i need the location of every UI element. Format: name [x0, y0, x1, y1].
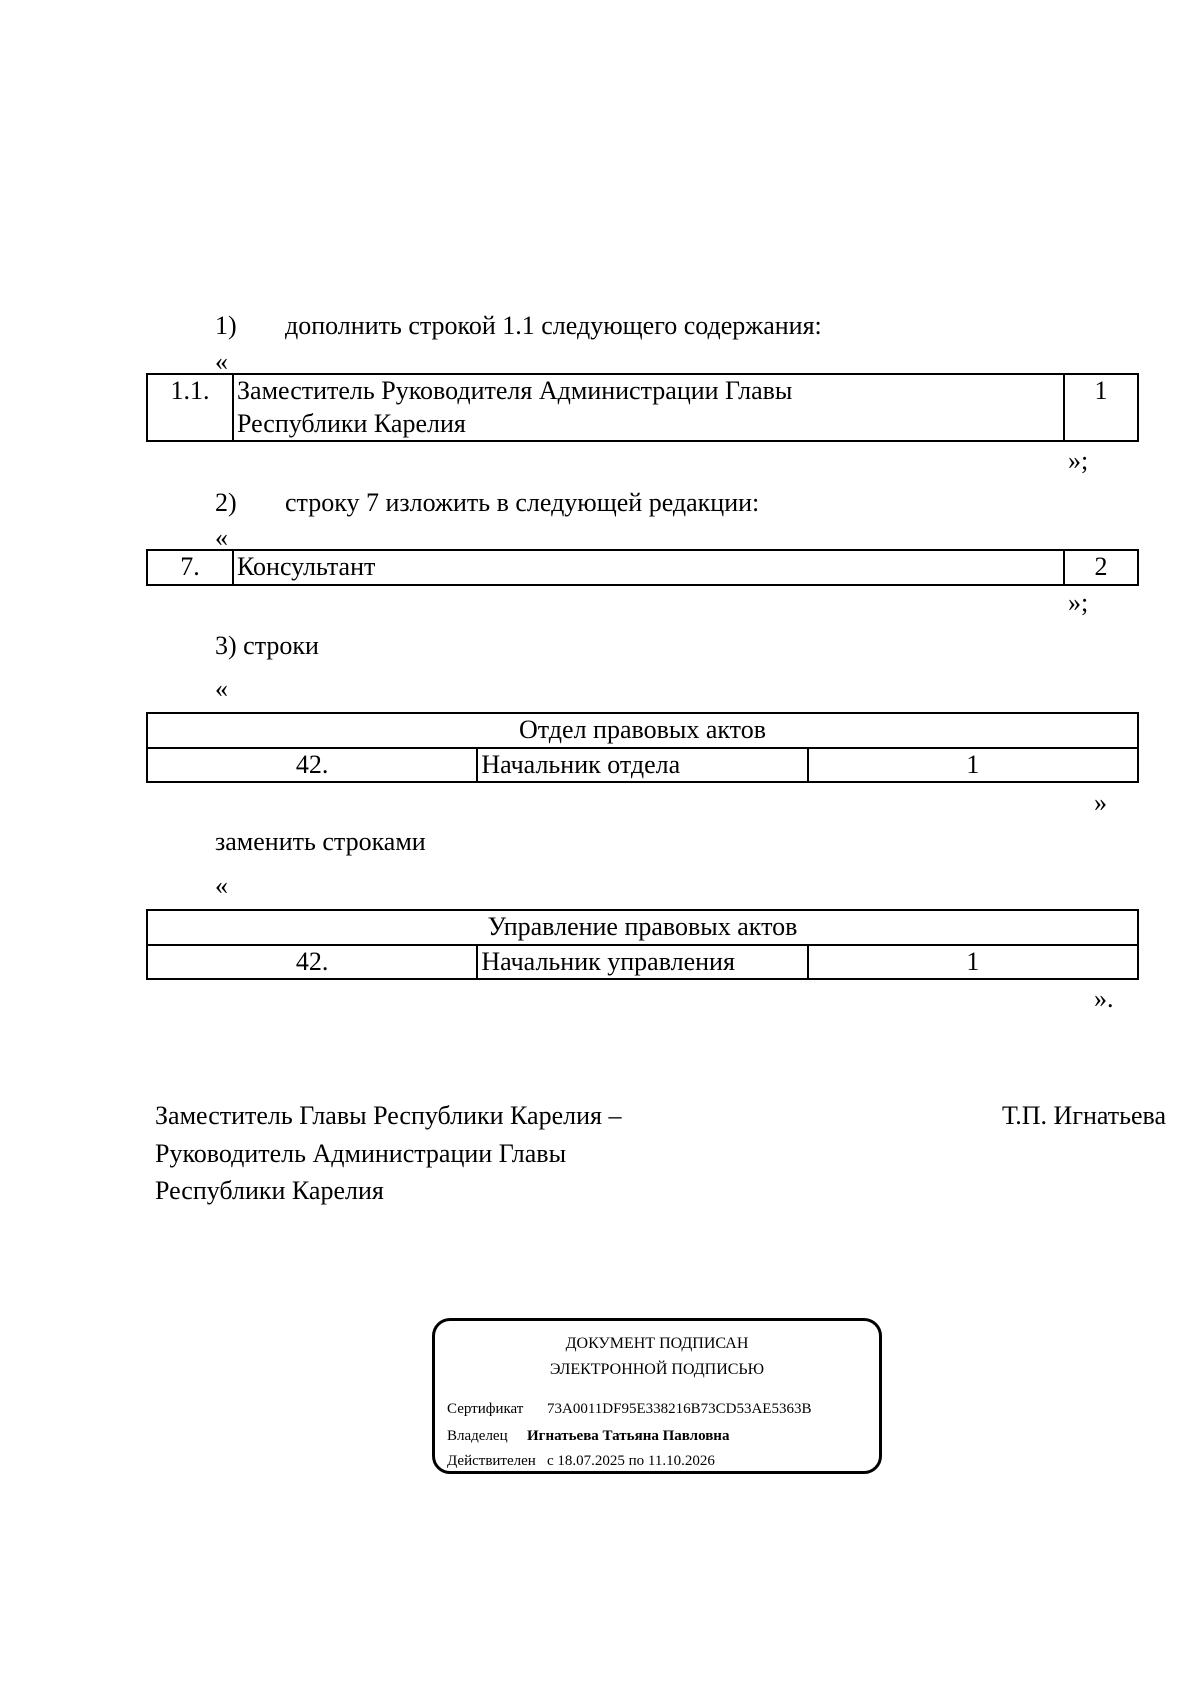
stamp-certificate-value: 73A0011DF95E338216B73CD53AE5363B: [547, 1401, 812, 1417]
row-count: 2: [1064, 550, 1138, 585]
row-number: 42.: [147, 945, 477, 980]
section-header: Отдел правовых актов: [147, 713, 1138, 748]
stamp-owner-value: Игнатьева Татьяна Павловна: [527, 1428, 730, 1444]
stamp-title: [435, 1331, 879, 1382]
row-number: 1.1.: [147, 374, 233, 441]
table-row: [147, 550, 1138, 585]
signer-position-line-3: Республики Карелия: [155, 1176, 384, 1206]
row-title: Начальник отдела: [477, 748, 807, 783]
stamp-validity: [447, 1452, 715, 1471]
table-row-1-1: [146, 373, 1139, 442]
table-row-7: [146, 549, 1139, 586]
open-quote-2: «: [215, 523, 228, 552]
section-header: Управление правовых актов: [147, 910, 1138, 945]
row-title: [233, 374, 1064, 441]
signer-position-line-1: Заместитель Главы Республики Карелия –: [155, 1101, 622, 1130]
open-quote-4: «: [215, 871, 228, 900]
row-title-line-2: Республики Карелия: [237, 408, 466, 438]
table-old-rows: [146, 712, 1139, 783]
item-1: [215, 310, 822, 343]
row-number: 7.: [147, 550, 233, 585]
item-2-text: строку 7 изложить в следующей редакции:: [285, 488, 760, 517]
replace-text: заменить строками: [215, 827, 426, 856]
close-quote-1: »;: [1068, 446, 1089, 475]
table-row: [147, 374, 1138, 441]
table-row: [147, 945, 1138, 980]
row-count: 1: [808, 748, 1138, 783]
signer-position: [155, 1097, 621, 1210]
table-new-rows: [146, 909, 1139, 980]
row-count: 1: [1064, 374, 1138, 441]
stamp-certificate: [447, 1400, 811, 1419]
row-number: 42.: [147, 748, 477, 783]
stamp-owner-label: Владелец: [447, 1428, 508, 1444]
item-2-number: 2): [215, 488, 237, 517]
signer-name: Т.П. Игнатьева: [1001, 1101, 1166, 1130]
open-quote-1: «: [215, 347, 228, 376]
item-1-text: дополнить строкой 1.1 следующего содержания:: [285, 311, 822, 340]
close-quote-2: »;: [1068, 588, 1089, 617]
close-quote-3: »: [1094, 788, 1107, 817]
table-row: [147, 713, 1138, 748]
stamp-title-line-2: ЭЛЕКТРОННОЙ ПОДПИСЬЮ: [549, 1360, 765, 1378]
close-quote-4: ».: [1094, 984, 1114, 1013]
e-signature-stamp: [432, 1318, 882, 1474]
signer-position-line-2: Руководитель Администрации Главы: [155, 1138, 567, 1168]
stamp-owner: [447, 1427, 729, 1446]
table-row: [147, 910, 1138, 945]
item-3-text: 3) строки: [215, 631, 319, 660]
item-1-number: 1): [215, 311, 237, 340]
open-quote-3: «: [215, 674, 228, 703]
row-count: 1: [808, 945, 1138, 980]
item-2: [215, 487, 759, 520]
row-title: Консультант: [233, 550, 1064, 585]
stamp-certificate-label: Сертификат: [447, 1401, 524, 1417]
row-title-line-1: Заместитель Руководителя Администрации Главы: [237, 376, 793, 405]
row-title: Начальник управления: [477, 945, 807, 980]
stamp-title-line-1: ДОКУМЕНТ ПОДПИСАН: [565, 1335, 749, 1352]
stamp-validity-value: с 18.07.2025 по 11.10.2026: [547, 1453, 715, 1469]
table-row: [147, 748, 1138, 783]
stamp-validity-label: Действителен: [447, 1453, 536, 1469]
